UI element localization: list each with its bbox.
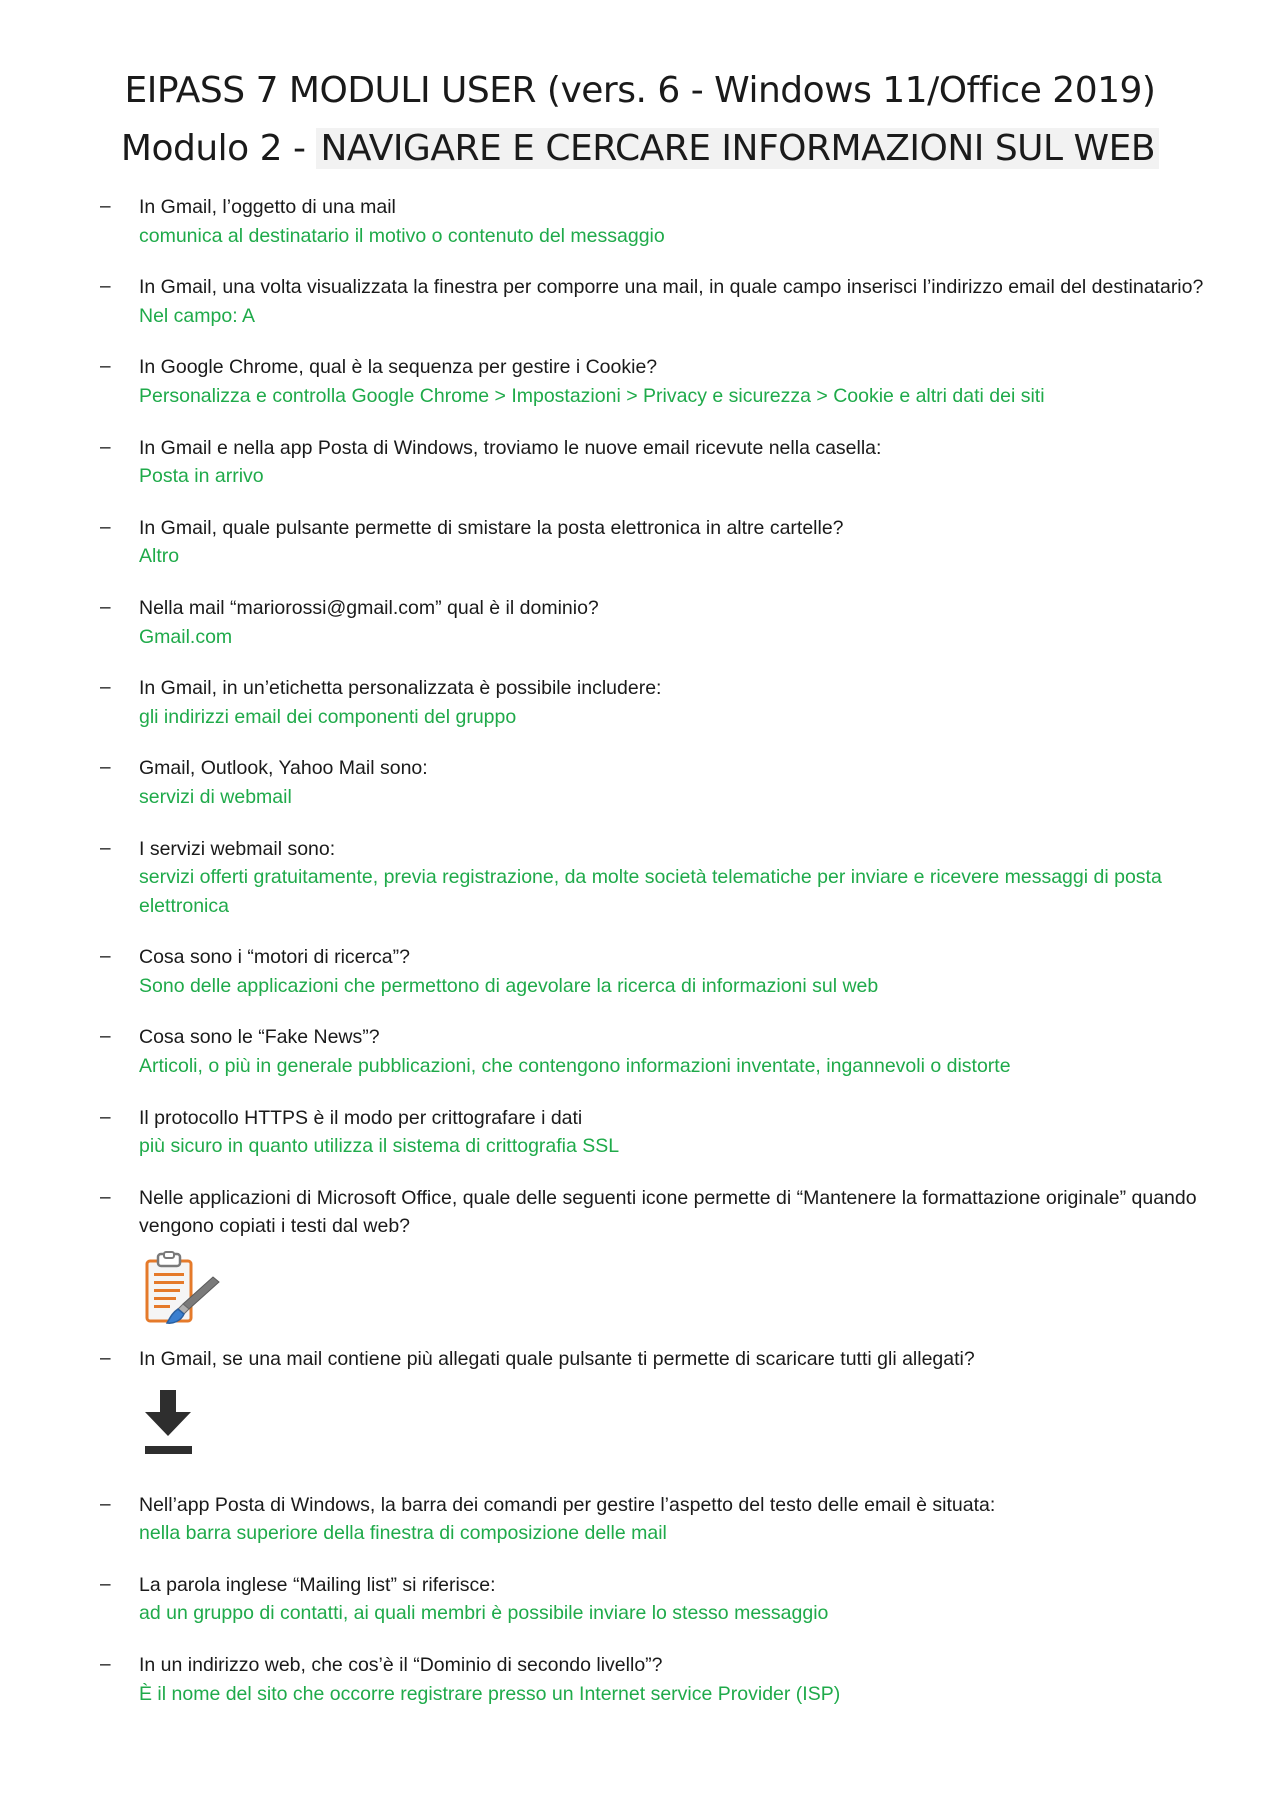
bullet-dash: – xyxy=(100,1106,111,1128)
list-item xyxy=(0,1571,1280,1628)
list-item xyxy=(0,1104,1280,1161)
list-item xyxy=(0,193,1280,250)
title-module-name: NAVIGARE E CERCARE INFORMAZIONI SUL WEB xyxy=(316,128,1159,169)
question-text: In Gmail, quale pulsante permette di smistare la posta elettronica in altre cartelle? xyxy=(139,516,844,539)
list-item xyxy=(0,353,1280,410)
answer-text: servizi di webmail xyxy=(139,785,292,808)
question-text: In Gmail e nella app Posta di Windows, troviamo le nuove email ricevute nella casella: xyxy=(139,436,882,459)
paste-keep-formatting-icon xyxy=(143,1251,223,1327)
bullet-dash: – xyxy=(100,356,111,378)
bullet-dash: – xyxy=(100,757,111,779)
bullet-dash: – xyxy=(100,1493,111,1515)
list-item xyxy=(0,754,1280,811)
question-text: In un indirizzo web, che cos’è il “Dominio di secondo livello”? xyxy=(139,1654,663,1676)
answer-text: È il nome del sito che occorre registrare presso un Internet service Provider (ISP) xyxy=(139,1682,841,1705)
question-text: Il protocollo HTTPS è il modo per crittografare i dati xyxy=(139,1106,583,1129)
title-line-2 xyxy=(0,120,1280,178)
question-text: In Google Chrome, qual è la sequenza per gestire i Cookie? xyxy=(139,356,658,379)
answer-text: Nel campo: A xyxy=(139,304,255,327)
answer-text: Sono delle applicazioni che permettono di agevolare la ricerca di informazioni sul web xyxy=(139,974,879,997)
answer-text: Gmail.com xyxy=(139,625,233,648)
answer-text: nella barra superiore della finestra di composizione delle mail xyxy=(139,1522,667,1545)
bullet-dash: – xyxy=(100,436,111,458)
list-item xyxy=(0,835,1280,921)
answer-text: Altro xyxy=(139,545,180,568)
question-text: Cosa sono le “Fake News”? xyxy=(139,1026,380,1049)
question-text: Gmail, Outlook, Yahoo Mail sono: xyxy=(139,757,428,780)
question-text: La parola inglese “Mailing list” si riferisce: xyxy=(139,1573,496,1596)
answer-text: servizi offerti gratuitamente, previa registrazione, da molte società telematiche per inviare e ricevere messaggi di posta elettronica xyxy=(139,866,1162,917)
list-item xyxy=(0,273,1280,330)
answer-text: ad un gruppo di contatti, ai quali membri è possibile inviare lo stesso messaggio xyxy=(139,1602,829,1625)
question-text: Nell’app Posta di Windows, la barra dei comandi per gestire l’aspetto del testo delle email è situata: xyxy=(139,1493,996,1516)
bullet-dash: – xyxy=(100,1348,111,1370)
list-item xyxy=(0,594,1280,651)
bullet-dash: – xyxy=(100,1573,111,1595)
bullet-dash: – xyxy=(100,516,111,538)
question-text: In Gmail, una volta visualizzata la finestra per comporre una mail, in quale campo inserisci l’indirizzo email del destinatario? xyxy=(139,276,1204,299)
question-text: In Gmail, in un’etichetta personalizzata è possibile includere: xyxy=(139,677,662,700)
bullet-dash: – xyxy=(100,1186,111,1208)
list-item xyxy=(0,1023,1280,1080)
list-item xyxy=(0,514,1280,571)
title-line-1: EIPASS 7 MODULI USER (vers. 6 - Windows 11/Office 2019) xyxy=(124,70,1156,111)
question-list xyxy=(0,193,1280,1708)
list-item xyxy=(0,1651,1280,1708)
bullet-dash: – xyxy=(100,1654,111,1675)
download-arrow-icon xyxy=(143,1384,223,1468)
answer-text: Personalizza e controlla Google Chrome > Impostazioni > Privacy e sicurezza > Cookie e altri dati dei siti xyxy=(139,384,1045,407)
bullet-dash: – xyxy=(100,196,111,217)
question-text: Cosa sono i “motori di ricerca”? xyxy=(139,946,410,969)
answer-text: gli indirizzi email dei componenti del gruppo xyxy=(139,705,517,728)
question-text: Nelle applicazioni di Microsoft Office, quale delle seguenti icone permette di “Mantenere la formattazione originale” quando vengono copiati i testi dal web? xyxy=(139,1186,1197,1238)
list-item xyxy=(0,434,1280,491)
question-text: I servizi webmail sono: xyxy=(139,837,336,860)
answer-text: comunica al destinatario il motivo o contenuto del messaggio xyxy=(139,224,665,247)
download-icon xyxy=(143,1384,223,1468)
bullet-dash: – xyxy=(100,596,111,618)
list-item xyxy=(0,1491,1280,1548)
title-module-prefix: Modulo 2 - xyxy=(120,128,317,169)
question-text: In Gmail, l’oggetto di una mail xyxy=(139,196,396,218)
list-item xyxy=(0,943,1280,1000)
list-item xyxy=(0,1345,1280,1468)
bullet-dash: – xyxy=(100,276,111,298)
question-text: In Gmail, se una mail contiene più allegati quale pulsante ti permette di scaricare tutti gli allegati? xyxy=(139,1348,975,1371)
bullet-dash: – xyxy=(100,677,111,699)
list-item xyxy=(0,1184,1280,1327)
bullet-dash: – xyxy=(100,946,111,968)
list-item xyxy=(0,674,1280,731)
clipboard-brush-icon xyxy=(143,1251,223,1327)
question-text: Nella mail “mariorossi@gmail.com” qual è il dominio? xyxy=(139,596,599,619)
answer-text: Articoli, o più in generale pubblicazioni, che contengono informazioni inventate, ingannevoli o distorte xyxy=(139,1055,1011,1078)
bullet-dash: – xyxy=(100,837,111,859)
answer-text: più sicuro in quanto utilizza il sistema di crittografia SSL xyxy=(139,1135,620,1158)
document-title xyxy=(0,62,1280,178)
answer-text: Posta in arrivo xyxy=(139,465,264,488)
bullet-dash: – xyxy=(100,1026,111,1048)
